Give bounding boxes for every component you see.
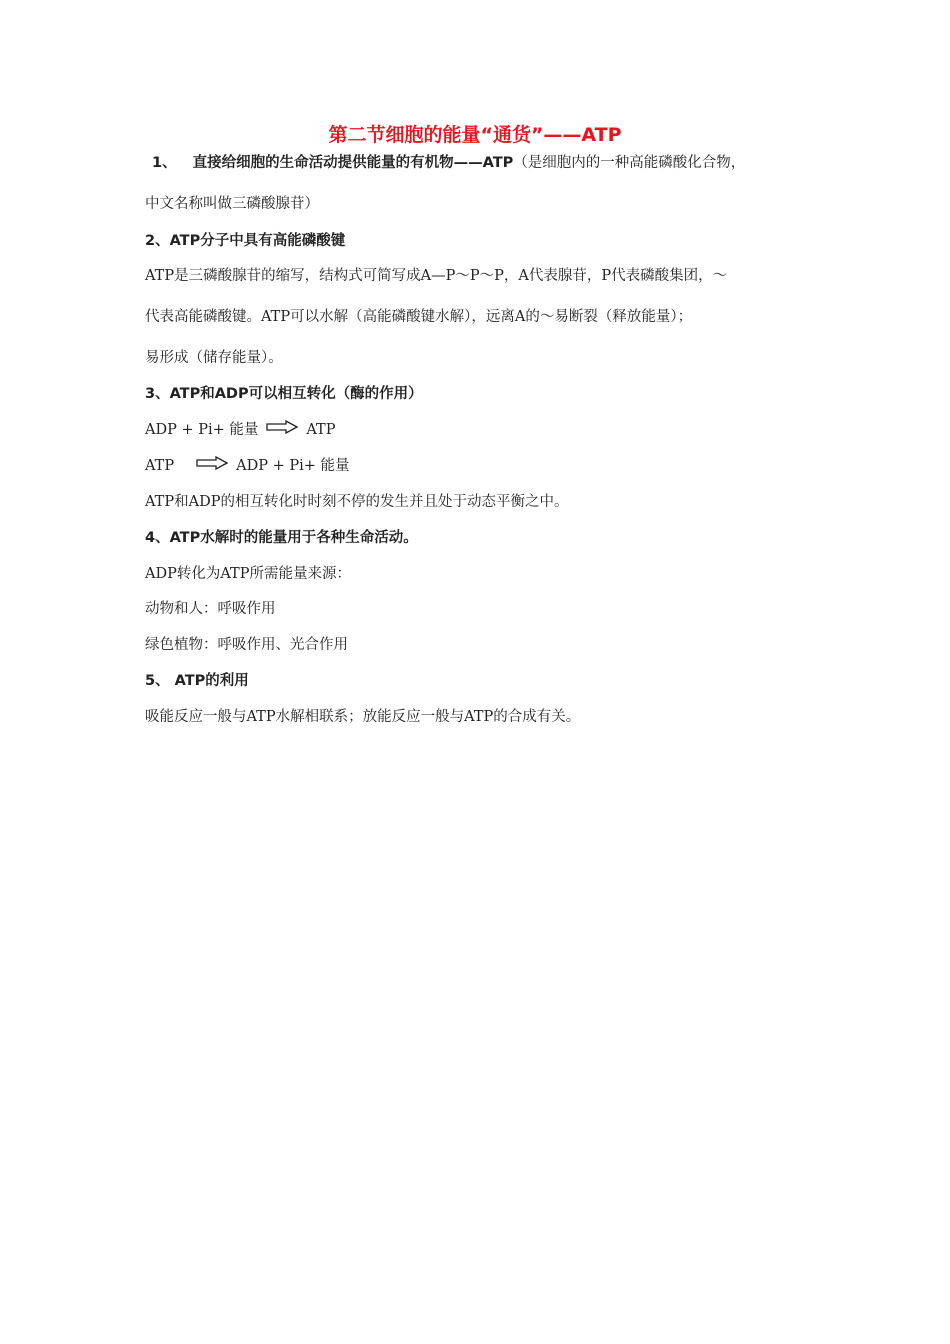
section-2-line-3: 易形成（储存能量）。 (145, 350, 283, 366)
section-4-line-1: ADP转化为ATP所需能量来源： (145, 566, 351, 582)
right-hollow-arrow-icon (266, 420, 298, 440)
section-3-heading: 3、ATP和ADP可以相互转化（酶的作用） (145, 386, 423, 402)
section-5-line-1: 吸能反应一般与ATP水解相联系；放能反应一般与ATP的合成有关。 (145, 709, 581, 725)
section-1-normal-text: （是细胞内的一种高能磷酸化合物， (513, 155, 746, 171)
equation-2-left: ATP (145, 458, 175, 474)
right-hollow-arrow-icon (196, 456, 228, 476)
section-3-note: ATP和ADP的相互转化时时刻不停的发生并且处于动态平衡之中。 (145, 494, 569, 510)
equation-2-right: ADP + Pi+ 能量 (236, 458, 350, 474)
section-2-heading: 2、ATP分子中具有高能磷酸键 (145, 233, 346, 249)
equation-1-left: ADP + Pi+ 能量 (145, 422, 259, 438)
equation-1-right: ATP (306, 422, 336, 438)
section-1-number: 1、 (152, 155, 177, 171)
section-5-heading: 5、 ATP的利用 (145, 673, 249, 689)
section-4-line-2: 动物和人：呼吸作用 (145, 601, 276, 617)
equation-2 (145, 456, 349, 476)
section-1-line-2: 中文名称叫做三磷酸腺苷） (145, 196, 319, 212)
section-2-line-2: 代表高能磷酸键。ATP可以水解（高能磷酸键水解），远离A的～易断裂（释放能量）； (145, 309, 693, 325)
page-title: 第二节细胞的能量“通货”——ATP (328, 124, 622, 146)
section-4-line-3: 绿色植物：呼吸作用、光合作用 (145, 637, 348, 653)
section-1-bold-text: 直接给细胞的生命活动提供能量的有机物——ATP (192, 155, 514, 171)
section-4-heading: 4、ATP水解时的能量用于各种生命活动。 (145, 530, 418, 546)
section-1-line-1 (152, 152, 745, 173)
equation-1 (145, 420, 335, 440)
section-2-line-1: ATP是三磷酸腺苷的缩写，结构式可简写成A—P～P～P，A代表腺苷，P代表磷酸集团，～ (145, 268, 728, 284)
